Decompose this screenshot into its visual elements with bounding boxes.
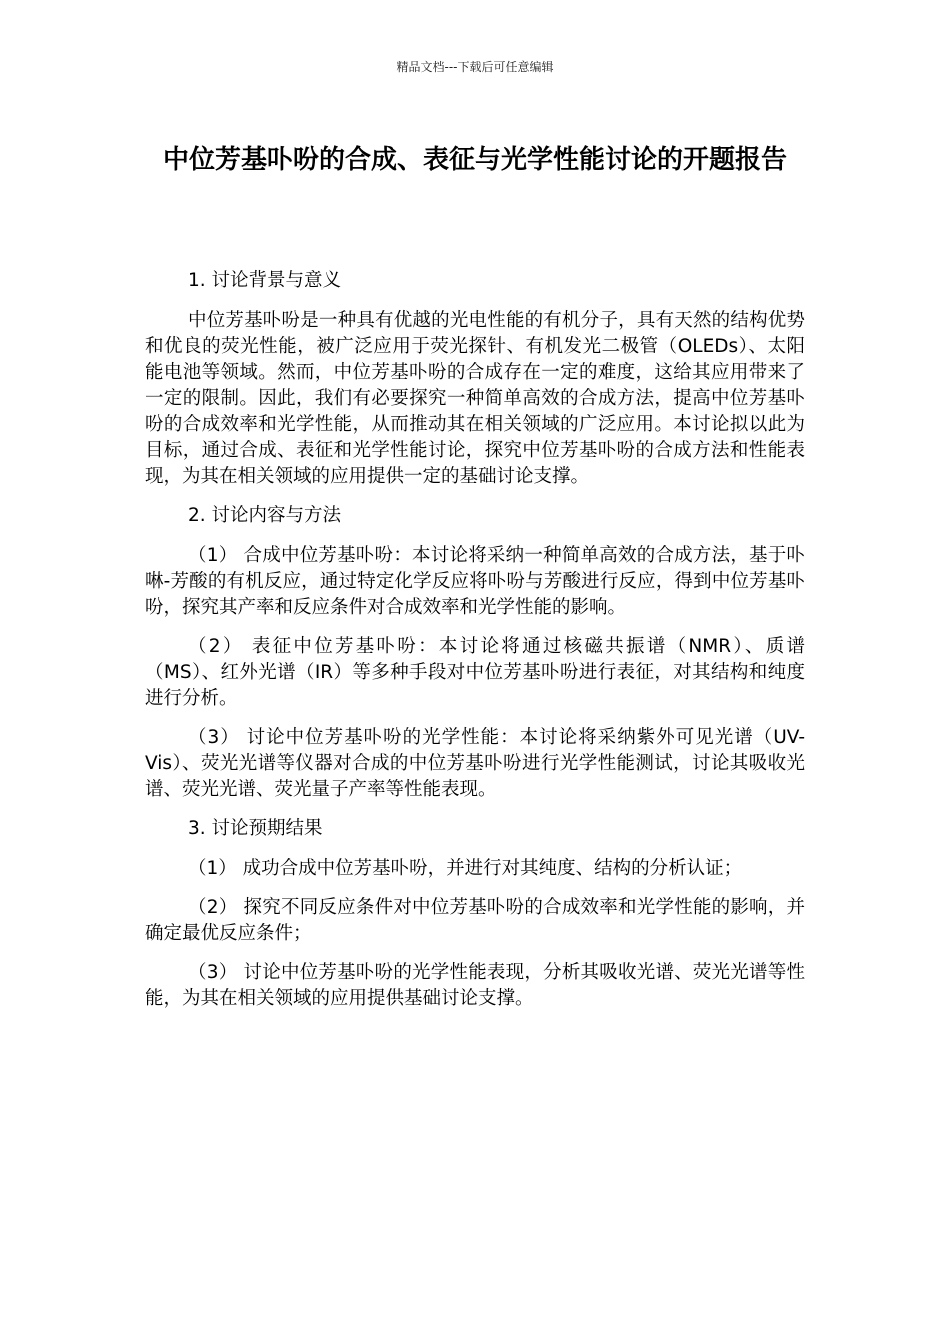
document-title: 中位芳基卟吩的合成、表征与光学性能讨论的开题报告 [162, 145, 787, 175]
section-heading-results: 3. 讨论预期结果 [188, 818, 323, 839]
section-heading-background: 1. 讨论背景与意义 [188, 270, 342, 291]
section-heading-methods: 2. 讨论内容与方法 [188, 505, 342, 526]
document-body [145, 268, 805, 1025]
header-note: 精品文档---下载后可任意编辑 [396, 60, 554, 74]
results-item: （1） 成功合成中位芳基卟吩，并进行对其纯度、结构的分析认证； [188, 858, 743, 879]
results-item: （3） 讨论中位芳基卟吩的光学性能表现，分析其吸收光谱、荧光光谱等性能，为其在相关领域的应用提供基础讨论支撑。 [145, 962, 805, 1009]
methods-item: （1） 合成中位芳基卟吩：本讨论将采纳一种简单高效的合成方法，基于卟啉-芳酸的有机反应，通过特定化学反应将卟吩与芳酸进行反应，得到中位芳基卟吩，探究其产率和反应条件对合成效率和光学性能的影响。 [145, 545, 805, 618]
methods-item: （2） 表征中位芳基卟吩：本讨论将通过核磁共振谱（NMR）、质谱（MS）、红外光谱（IR）等多种手段对中位芳基卟吩进行表征，对其结构和纯度进行分析。 [145, 636, 805, 709]
results-item: （2） 探究不同反应条件对中位芳基卟吩的合成效率和光学性能的影响，并确定最优反应条件； [145, 897, 805, 944]
methods-item: （3） 讨论中位芳基卟吩的光学性能：本讨论将采纳紫外可见光谱（UV-Vis）、荧光光谱等仪器对合成的中位芳基卟吩进行光学性能测试，讨论其吸收光谱、荧光光谱、荧光量子产率等性能表现。 [145, 727, 805, 800]
background-paragraph: 中位芳基卟吩是一种具有优越的光电性能的有机分子，具有天然的结构优势和优良的荧光性能，被广泛应用于荧光探针、有机发光二极管（OLEDs）、太阳能电池等领域。然而，中位芳基卟吩的合成存在一定的难度，这给其应用带来了一定的限制。因此，我们有必要探究一种简单高效的合成方法，提高中位芳基卟吩的合成效率和光学性能，从而推动其在相关领域的广泛应用。本讨论拟以此为目标，通过合成、表征和光学性能讨论，探究中位芳基卟吩的合成方法和性能表现，为其在相关领域的应用提供一定的基础讨论支撑。 [145, 310, 805, 487]
